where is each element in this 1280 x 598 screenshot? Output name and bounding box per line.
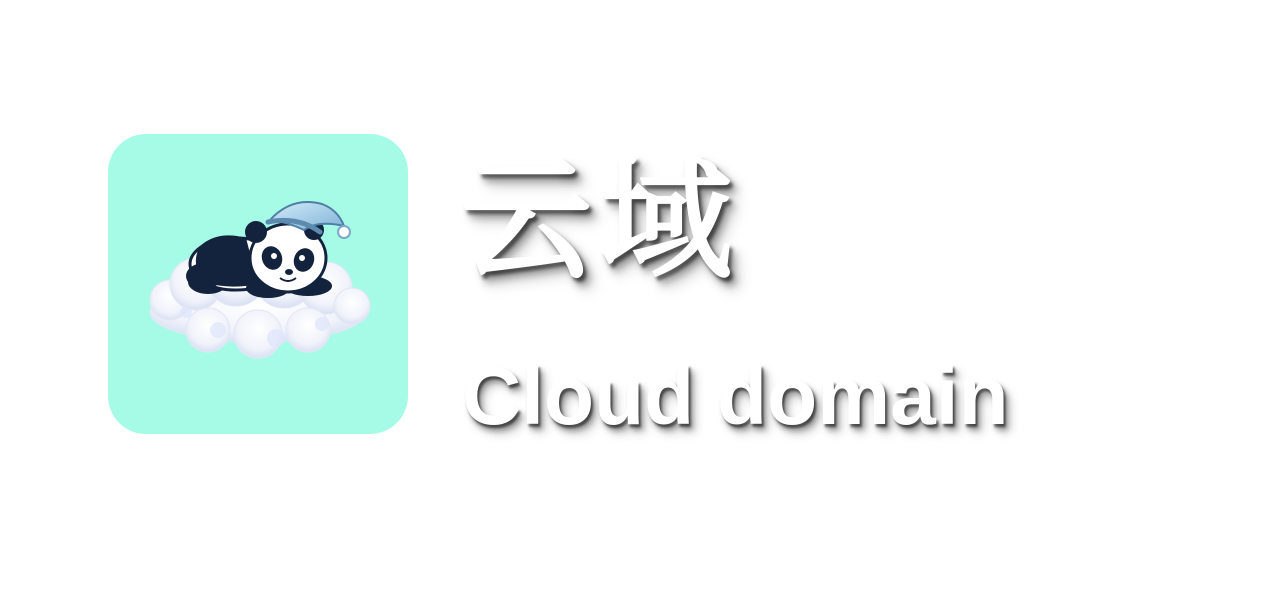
- app-logo-icon: [108, 134, 408, 434]
- brand-subtitle: Cloud domain: [462, 351, 1009, 442]
- brand-title: 云域: [460, 144, 740, 298]
- sleeping-panda-on-cloud-icon: [108, 134, 408, 434]
